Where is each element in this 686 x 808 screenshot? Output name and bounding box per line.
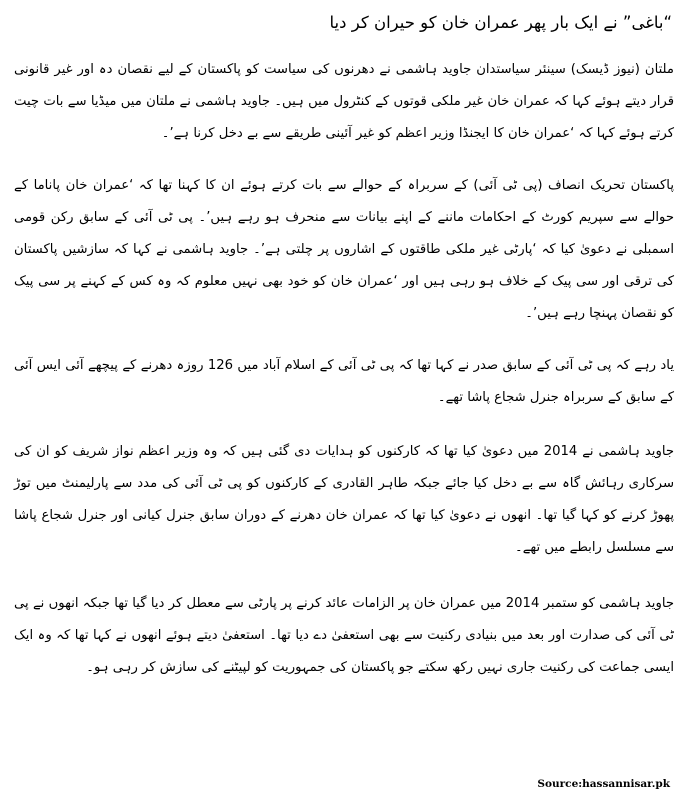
article-paragraph-3: یاد رہے کہ پی ٹی آئی کے سابق صدر نے کہا تھا کہ پی ٹی آئی کے اسلام آباد میں 126 روزہ دھرنے کے پیچھے آئی ایس آئی کے سابق کے سربراہ جنرل شجاع پاشا تھے۔ [14,358,674,405]
article-headline: “باغی” نے ایک بار پھر عمران خان کو حیران کر دیا [329,13,672,32]
article-paragraph-1: ملتان (نیوز ڈیسک) سینئر سیاستدان جاوید ہاشمی نے دھرنوں کی سیاست کو پاکستان کے لیے نقصان دہ اور غیر قانونی قرار دیتے ہوئے کہا کہ عمران خان غیر ملکی قوتوں کے کنٹرول میں ہیں۔ جاوید ہاشمی نے ملتان میں میڈیا سے بات چیت کرتے ہوئے کہا کہ ‘عمران خان کا ایجنڈا وزیر اعظم کو غیر آئینی طریقے سے بے دخل کرنا ہے’۔ [14,62,674,141]
article-paragraph-2: پاکستان تحریک انصاف (پی ٹی آئی) کے سربراہ کے حوالے سے بات کرتے ہوئے ان کا کہنا تھا کہ ‘عمران خان پاناما کے حوالے سے سپریم کورٹ کے احکامات ماننے کے اپنے بیانات سے منحرف ہو رہے ہیں’۔ پی ٹی آئی کے سابق رکن قومی اسمبلی نے دعویٰ کیا کہ ‘پارٹی غیر ملکی طاقتوں کے اشاروں پر چلتی ہے’۔ جاوید ہاشمی نے کہا کہ سازشیں پاکستان کی ترقی اور سی پیک کے خلاف ہو رہی ہیں اور ‘عمران خان کو خود بھی نہیں معلوم کہ وہ کس کے کہنے پر سی پیک کو نقصان پہنچا رہے ہیں’۔ [14,178,674,321]
source-credit: Source:hassannisar.pk [537,778,670,790]
news-article [14,10,674,708]
article-paragraph-4: جاوید ہاشمی نے 2014 میں دعویٰ کیا تھا کہ کارکنوں کو ہدایات دی گئی ہیں کہ وہ وزیر اعظم نواز شریف کو ان کی سرکاری رہائش گاہ سے بے دخل کیا جائے جبکہ طاہر القادری کے کارکنوں کو پی ٹی آئی کی مدد سے پارلیمنٹ میں توڑ پھوڑ کرنے کو کہا گیا تھا۔ انھوں نے دعویٰ کیا تھا کہ عمران خان دھرنے کے دوران سابق جنرل کیانی اور جنرل شجاع پاشا سے مسلسل رابطے میں تھے۔ [14,444,675,555]
article-paragraph-5: جاوید ہاشمی کو ستمبر 2014 میں عمران خان پر الزامات عائد کرنے پر پارٹی سے معطل کر دیا گیا تھا جبکہ انھوں نے پی ٹی آئی کی صدارت اور بعد میں بنیادی رکنیت سے بھی استعفیٰ دے دیا تھا۔ استعفیٰ دیتے ہوئے انھوں نے کہا تھا کہ وہ ایک ایسی جماعت کی رکنیت جاری نہیں رکھ سکتے جو پاکستان کی جمہوریت کو لپیٹنے کی سازش کر رہی ہو۔ [14,596,674,675]
